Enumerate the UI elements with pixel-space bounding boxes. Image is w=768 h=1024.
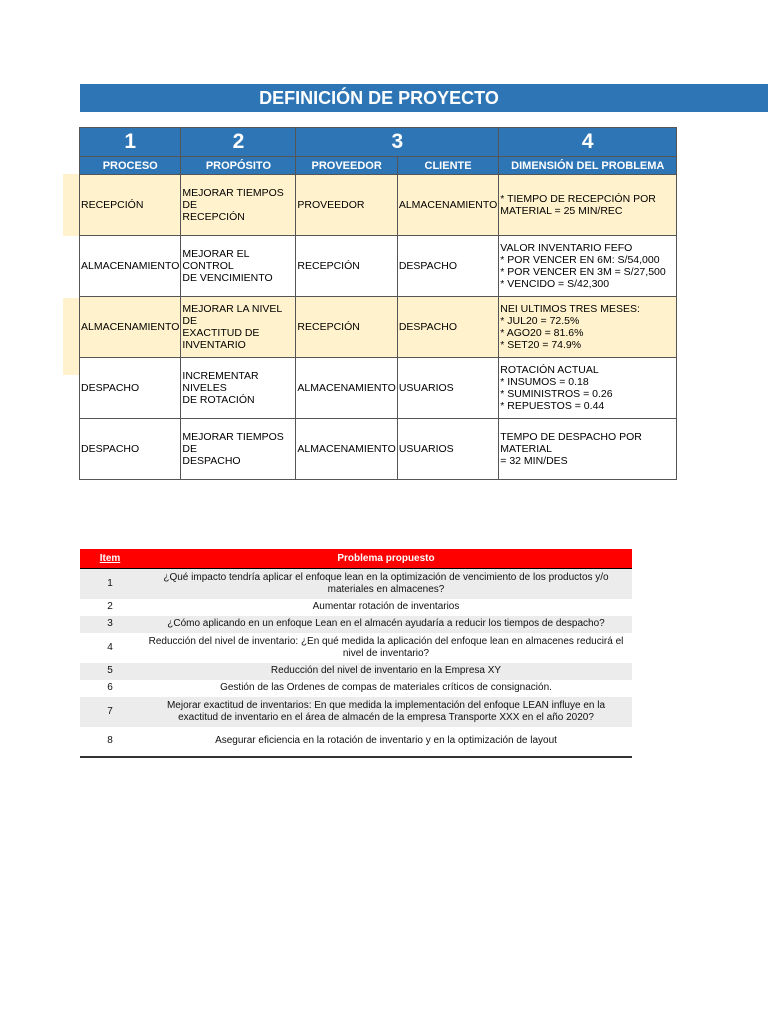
- problem-text: Gestión de las Ordenes de compas de materiales críticos de consignación.: [220, 682, 552, 693]
- proposito-cell: MEJORAR EL CONTROL DE VENCIMIENTO: [181, 236, 296, 297]
- proceso-cell: DESPACHO: [80, 419, 181, 480]
- row-highlight-band: [63, 298, 79, 375]
- problem-text: Asegurar eficiencia en la rotación de inventario y en la optimización de layout: [140, 727, 632, 757]
- cliente-cell: DESPACHO: [397, 297, 498, 358]
- problem-text: ¿Qué impacto tendría aplicar el enfoque lean en la optimización de vencimiento de los productos y/o materiales en almacenes?: [140, 569, 632, 599]
- dimension-cell: VALOR INVENTARIO FEFO * POR VENCER EN 6M: S/54,000 * POR VENCER EN 3M = S/27,500 * VENCIDO = S/42,300: [499, 236, 677, 297]
- column-header: PROCESO: [80, 157, 181, 175]
- problem-text: Aumentar rotación de inventarios: [312, 601, 460, 612]
- column-header: PROVEEDOR: [296, 157, 397, 175]
- item-header: Item: [80, 549, 140, 569]
- table-row: [80, 727, 632, 757]
- item-number: 4: [107, 641, 113, 653]
- table-row: [80, 599, 632, 616]
- header-row: [80, 157, 677, 175]
- item-number: 7: [80, 697, 140, 727]
- table-row: [80, 633, 632, 663]
- cliente-cell: DESPACHO: [397, 236, 498, 297]
- proposito-cell: INCREMENTAR NIVELES DE ROTACIÓN: [181, 358, 296, 419]
- column-header: DIMENSIÓN DEL PROBLEMA: [499, 157, 677, 175]
- proveedor-cell: ALMACENAMIENTO: [296, 419, 397, 480]
- column-header: CLIENTE: [397, 157, 498, 175]
- problem-text: Mejorar exactitud de inventarios: En que medida la implementación del enfoque LEAN influye en la exactitud de inventario en el área de almacén de la empresa Transporte XXX en el año 2020?: [140, 697, 632, 727]
- proceso-cell: RECEPCIÓN: [80, 175, 181, 236]
- table-row: [80, 616, 632, 633]
- item-number: 5: [80, 663, 140, 680]
- page-title: DEFINICIÓN DE PROYECTO: [259, 87, 499, 108]
- cliente-cell: ALMACENAMIENTO: [397, 175, 498, 236]
- proceso-cell: ALMACENAMIENTO: [80, 236, 181, 297]
- column-number: 4: [499, 128, 677, 157]
- proveedor-cell: RECEPCIÓN: [296, 236, 397, 297]
- page-title-bar: [80, 84, 768, 112]
- item-number: 2: [107, 601, 113, 612]
- table-row: [80, 358, 677, 419]
- column-number: 2: [181, 128, 296, 157]
- table-row: [80, 680, 632, 697]
- problem-text: ¿Cómo aplicando en un enfoque Lean en el almacén ayudaría a reducir los tiempos de despacho?: [140, 616, 632, 633]
- table-row: [80, 569, 632, 599]
- proveedor-cell: ALMACENAMIENTO: [296, 358, 397, 419]
- cliente-cell: USUARIOS: [397, 419, 498, 480]
- dimension-cell: NEI ULTIMOS TRES MESES: * JUL20 = 72.5% * AGO20 = 81.6% * SET20 = 74.9%: [499, 297, 677, 358]
- proceso-cell: ALMACENAMIENTO: [80, 297, 181, 358]
- table-row: [80, 663, 632, 680]
- item-number: 3: [80, 616, 140, 633]
- proceso-cell: DESPACHO: [80, 358, 181, 419]
- table-row: [80, 175, 677, 236]
- problem-header: Problema propuesto: [140, 549, 632, 569]
- item-number: 1: [80, 569, 140, 599]
- table-row: [80, 419, 677, 480]
- problems-header-row: [80, 549, 632, 569]
- proposito-cell: MEJORAR LA NIVEL DE EXACTITUD DE INVENTARIO: [181, 297, 296, 358]
- proposito-cell: MEJORAR TIEMPOS DE DESPACHO: [181, 419, 296, 480]
- table-row: [80, 297, 677, 358]
- dimension-cell: * TIEMPO DE RECEPCIÓN POR MATERIAL = 25 MIN/REC: [499, 175, 677, 236]
- proveedor-cell: PROVEEDOR: [296, 175, 397, 236]
- column-header: PROPÓSITO: [181, 157, 296, 175]
- item-number: 8: [80, 727, 140, 757]
- item-number: 6: [107, 682, 113, 693]
- column-number: 3: [296, 128, 499, 157]
- proveedor-cell: RECEPCIÓN: [296, 297, 397, 358]
- table-row: [80, 236, 677, 297]
- dimension-cell: ROTACIÓN ACTUAL * INSUMOS = 0.18 * SUMINISTROS = 0.26 * REPUESTOS = 0.44: [499, 358, 677, 419]
- problems-table: [80, 549, 632, 758]
- dimension-cell: TEMPO DE DESPACHO POR MATERIAL = 32 MIN/DES: [499, 419, 677, 480]
- number-row: [80, 128, 677, 157]
- table-row: [80, 697, 632, 727]
- problem-text: Reducción del nivel de inventario: ¿En qué medida la aplicación del enfoque lean en almacenes reducirá el nivel de inventario?: [148, 635, 624, 659]
- column-number: 1: [80, 128, 181, 157]
- cliente-cell: USUARIOS: [397, 358, 498, 419]
- row-highlight-band: [63, 174, 79, 236]
- problem-text: Reducción del nivel de inventario en la Empresa XY: [140, 663, 632, 680]
- project-definition-table: [79, 127, 677, 480]
- proposito-cell: MEJORAR TIEMPOS DE RECEPCIÓN: [181, 175, 296, 236]
